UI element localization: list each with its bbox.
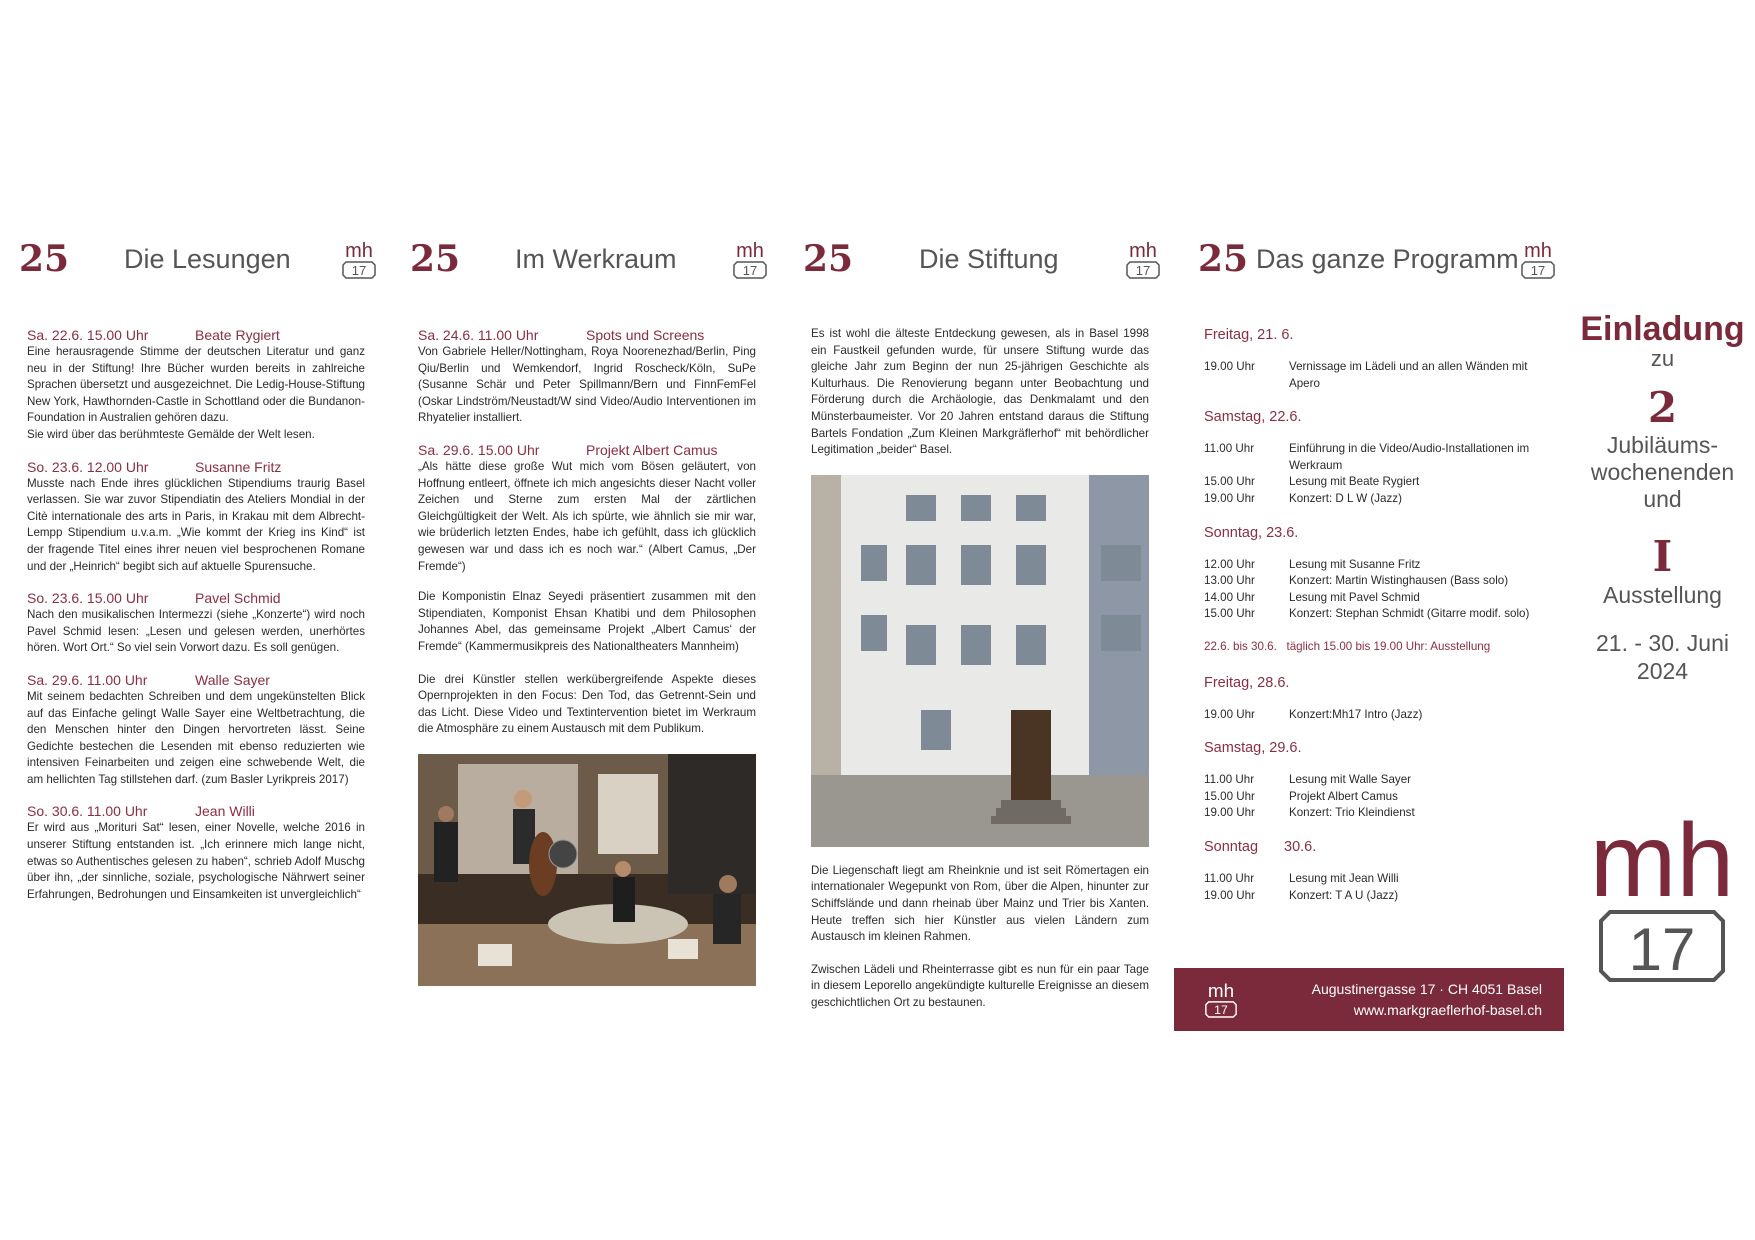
- entry-name: Walle Sayer: [195, 671, 270, 688]
- stiftung-paragraph: Die Liegenschaft liegt am Rheinknie und ist seit Römertagen ein internationaler Wegepunkt von Rom, über die Alpen, hinunter zur Schiffslände und dann rheinab über Mainz und Trier bis Xanten. Heute treffen sich hier Künstler aus vielen Ländern zum Austausch im kleinen Rahmen.: [811, 863, 1149, 944]
- entry-date: Sa. 29.6. 11.00 Uhr: [27, 671, 148, 688]
- program-day: Samstag, 29.6.: [1204, 740, 1302, 757]
- entry-date: Sa. 24.6. 11.00 Uhr: [418, 327, 539, 343]
- entry-text: „Als hätte diese große Wut mich vom Bösen geläutert, von Hoffnung entleert, öffnete ich mich angesichts dieser Nacht voller Zeichen und Sterne zum ersten Mal der zärtlichen Gleichgültigkeit der Welt. Als ich spürte, wie ähnlich sie mir war, wie brüderlich letzten Endes, habe ich gefühlt, dass ich glücklich gewesen war und dass ich es noch war.“ (Albert Camus, „Der Fremde“): [418, 459, 756, 573]
- entry-text: Nach den musikalischen Intermezzi (siehe „Konzerte“) wird noch Pavel Schmid lesen: „Lesen und gelesen werden, unerhörtes hören. Wort Ort.“ So viel sein Vorwort dazu. Es soll genügen.: [27, 608, 365, 655]
- entry-name: Spots und Screens: [586, 327, 705, 343]
- werkraum-paragraph: Die Komponistin Elnaz Seyedi präsentiert zusammen mit den Stipendiaten, Komponist Ehsan Khatibi und dem Philosophen Johannes Abel, das gemeinsame Projekt „Albert Camus‘ der Fremde“ (Kammermusikpreis des Nationaltheaters Mannheim): [418, 590, 756, 653]
- panel-programm: [1198, 230, 1552, 902]
- building-photo: [811, 475, 1149, 847]
- reading-entry: [27, 326, 365, 444]
- panel-header: [410, 230, 764, 286]
- entry-date: So. 23.6. 15.00 Uhr: [27, 590, 149, 607]
- address-bar: [1174, 968, 1564, 1031]
- panel-header: [19, 230, 373, 286]
- program-row: 15.00 Uhr Lesung mit Beate Rygiert: [1204, 475, 1420, 489]
- program-day: Sonntag, 23.6.: [1204, 524, 1299, 541]
- panel-header: [1198, 230, 1552, 286]
- program-row: 15.00 Uhr Projekt Albert Camus: [1204, 789, 1398, 803]
- entry-date: Sa. 22.6. 15.00 Uhr: [27, 327, 149, 343]
- cover-panel: [1570, 310, 1755, 685]
- panel-title: Die Lesungen: [124, 244, 291, 274]
- entry-name: Beate Rygiert: [195, 327, 280, 343]
- svg-text:17: 17: [1628, 916, 1696, 983]
- reading-entry: [27, 671, 365, 789]
- program-row: 19.00 Uhr Konzert: T A U (Jazz): [1204, 888, 1399, 902]
- panel-body: [811, 326, 1149, 1028]
- mh17-logo-icon: [341, 240, 377, 280]
- program-row: 19.00 Uhr Konzert:Mh17 Intro (Jazz): [1204, 707, 1423, 721]
- panel-header: [803, 230, 1157, 286]
- panel-body: [418, 326, 756, 1002]
- program-day: Sonntag 30.6.: [1204, 838, 1317, 855]
- entry-name: Pavel Schmid: [195, 590, 281, 607]
- anniversary-number: 25: [410, 238, 461, 280]
- entry-text: Von Gabriele Heller/Nottingham, Roya Noorenezhad/Berlin, Ping Qiu/Berlin und Wemkendorf, Ingrid Roscheck/Köln, SuPe (Susanne Schär und Peter Spillmann/Bern und FinnFemFel (Oskar Lindström/Neustadt/W sind Video/Audio Interventionen im Rhyatelier installiert.: [418, 345, 756, 425]
- svg-text:17: 17: [1214, 1003, 1228, 1018]
- entry-text: Musste nach Ende ihres glücklichen Stipendiums traurig Basel verlassen. Sie war zuvor Stipendiatin des Ateliers Mondial in der Citè internationale des arts in Paris, in Krakau mit dem Albrecht-Lempp Stipendium u.v.a.m. „Wie kommt der Krieg ins Kind“ ist der fragende Titel eines ihrer neuen viel besprochenen Romane und der „Heinrich“ begibt sich auf aktuelle Spurensuche.: [27, 476, 365, 573]
- cover-ausstellung: Ausstellung: [1603, 582, 1722, 608]
- panel-title: Die Stiftung: [919, 244, 1059, 274]
- program-list: [1204, 326, 1544, 920]
- cover-date: 21. - 30. Juni: [1596, 630, 1729, 656]
- anniversary-number: 25: [803, 238, 854, 280]
- cover-wochenenden: wochenenden: [1590, 459, 1735, 485]
- program-row: 11.00 Uhr Lesung mit Jean Willi: [1204, 871, 1399, 885]
- entry-date: So. 30.6. 11.00 Uhr: [27, 803, 148, 820]
- program-row: 12.00 Uhr Lesung mit Susanne Fritz: [1204, 557, 1421, 571]
- reading-entry: [27, 589, 365, 657]
- program-row: 19.00 Uhr Konzert: D L W (Jazz): [1204, 491, 1402, 505]
- exhibition-note: 22.6. bis 30.6. täglich 15.00 bis 19.00 Uhr: Ausstellung: [1204, 639, 1491, 653]
- cover-jubilaeums: Jubiläums-: [1606, 432, 1719, 458]
- entry-text: Er wird aus „Morituri Sat“ lesen, einer Novelle, welche 2016 in unserer Stiftung entstanden ist. „Ich erinnere mich lange nicht, etwas so Authentisches gelesen zu haben“, schrieb Adolf Muschg über ihn, „der sinnliche, soziale, psychologische Nährwert seiner Erfahrungen, Bedrohungen und Einsamkeiten ist unvergleichlich“: [27, 821, 365, 901]
- program-row: 11.00 Uhr Lesung mit Walle Sayer: [1204, 773, 1412, 787]
- svg-text:17: 17: [1135, 263, 1151, 278]
- svg-text:17: 17: [351, 263, 367, 278]
- reading-entry: [27, 802, 365, 903]
- panel-stiftung: [803, 230, 1157, 1009]
- stiftung-paragraph: Zwischen Lädeli und Rheinterrasse gibt es nun für ein paar Tage in diesem Leporello angekündigte kulturelle Ereignisse an diesem geschichtlichen Ort zu bestaunen.: [811, 962, 1149, 1009]
- program-row: 19.00 Uhr Vernissage im Lädeli und an allen Wänden mit Apero: [1204, 360, 1528, 390]
- entry-text-extra: Sie wird über das berühmteste Gemälde der Welt lesen.: [27, 427, 315, 441]
- panel-title: Das ganze Programm: [1256, 244, 1519, 274]
- program-row: 13.00 Uhr Konzert: Martin Wistinghausen (Bass solo): [1204, 574, 1509, 588]
- svg-text:mh: mh: [1524, 240, 1552, 262]
- cover-title: Einladung: [1580, 310, 1745, 348]
- program-row: 15.00 Uhr Konzert: Stephan Schmidt (Gitarre modif. solo): [1204, 607, 1530, 621]
- panel-werkraum: [410, 230, 764, 736]
- cover-und: und: [1643, 486, 1682, 512]
- entry-date: Sa. 29.6. 15.00 Uhr: [418, 441, 540, 458]
- entry-name: Jean Willi: [195, 803, 255, 820]
- svg-text:mh: mh: [1129, 240, 1157, 262]
- entry-name: Projekt Albert Camus: [586, 441, 718, 458]
- event-entry: [418, 326, 756, 427]
- entry-name: Susanne Fritz: [195, 458, 282, 475]
- panel-body: [27, 326, 365, 917]
- entry-date: So. 23.6. 12.00 Uhr: [27, 458, 149, 475]
- program-row: 19.00 Uhr Konzert: Trio Kleindienst: [1204, 806, 1415, 820]
- cover-number-one: I: [1652, 532, 1673, 581]
- werkraum-paragraph: Die drei Künstler stellen werkübergreifende Aspekte dieses Opernprojekten in den Focus: Den Tod, das Getrennt-Sein und das Licht. Diese Video und Textintervention bietet im Werkraum die Atmosphäre zu einem Austausch mit dem Publikum.: [418, 672, 756, 736]
- mh17-logo-icon: [732, 240, 768, 280]
- program-row: 14.00 Uhr Lesung mit Pavel Schmid: [1204, 590, 1420, 604]
- entry-text: Eine herausragende Stimme der deutschen Literatur und ganz neu in der Stiftung! Ihre Bücher wurden bereits in zahlreiche Sprachen übersetzt und ausgezeichnet. Die Ledig-House-Stiftung New York, Hawthornden-Castle in Schottland oder die Bundanon-Foundation in Australien gehören dazu.: [27, 345, 365, 425]
- program-day: Freitag, 21. 6.: [1204, 327, 1294, 343]
- cover-number-two: 2: [1647, 383, 1678, 432]
- program-day: Samstag, 22.6.: [1204, 409, 1302, 426]
- svg-text:mh: mh: [345, 240, 373, 262]
- event-entry: [418, 441, 756, 575]
- anniversary-number: 25: [19, 238, 70, 280]
- website-link[interactable]: www.markgraeflerhof-basel.ch: [1353, 1002, 1542, 1018]
- svg-text:17: 17: [742, 263, 758, 278]
- stiftung-paragraph: Es ist wohl die älteste Entdeckung gewesen, als in Basel 1998 ein Faustkeil gefunden wurde, für unsere Stiftung wurde das gleiche Jahr zum Beginn der nun 25-jährigen Geschichte als Kulturhaus. Die Renovierung begann unter Beobachtung und Förderung durch die Archäologie, das Denkmalamt und den Münsterbaumeister. Vor 20 Jahren entstand daraus die Stiftung Bartels Fondation „Zum Kleinen Markgräflerhof“ mit behördlicher Legitimation „beider“ Basel.: [811, 327, 1149, 457]
- concert-photo: [418, 754, 756, 986]
- program-row: 11.00 Uhr Einführung in die Video/Audio-Installationen im Werkraum: [1204, 442, 1530, 472]
- entry-text: Mit seinem bedachten Schreiben und dem ungekünstelten Blick auf das Einfache gelingt Walle Sayer eine Weltbetrachtung, die den Menschen hinter den Dingen hervortreten lässt. Seine Gedichte bestechen die Lesenden mit ebenso reduzierten wie intensiven Feinarbeiten und zeigen eine schwebende Welt, die am hellichten Tag stillstehen darf. (zum Basler Lyrikpreis 2017): [27, 689, 365, 786]
- cover-zu: zu: [1650, 346, 1675, 371]
- mh17-logo-icon: [1125, 240, 1161, 280]
- anniversary-number: 25: [1198, 238, 1249, 280]
- panel-lesungen: [19, 230, 373, 901]
- mh17-logo-icon: [1520, 240, 1556, 280]
- svg-text:mh: mh: [736, 240, 764, 262]
- program-day: Freitag, 28.6.: [1204, 674, 1290, 691]
- svg-text:mh: mh: [1589, 803, 1735, 919]
- address-line: Augustinergasse 17 · CH 4051 Basel: [1311, 981, 1542, 997]
- reading-entry: [27, 458, 365, 576]
- svg-text:mh: mh: [1207, 981, 1235, 1003]
- svg-text:17: 17: [1530, 263, 1546, 278]
- cover-year: 2024: [1636, 658, 1689, 684]
- mh17-logo-icon: [1589, 803, 1735, 988]
- mh17-logo-icon: [1204, 980, 1238, 1020]
- panel-title: Im Werkraum: [515, 244, 677, 274]
